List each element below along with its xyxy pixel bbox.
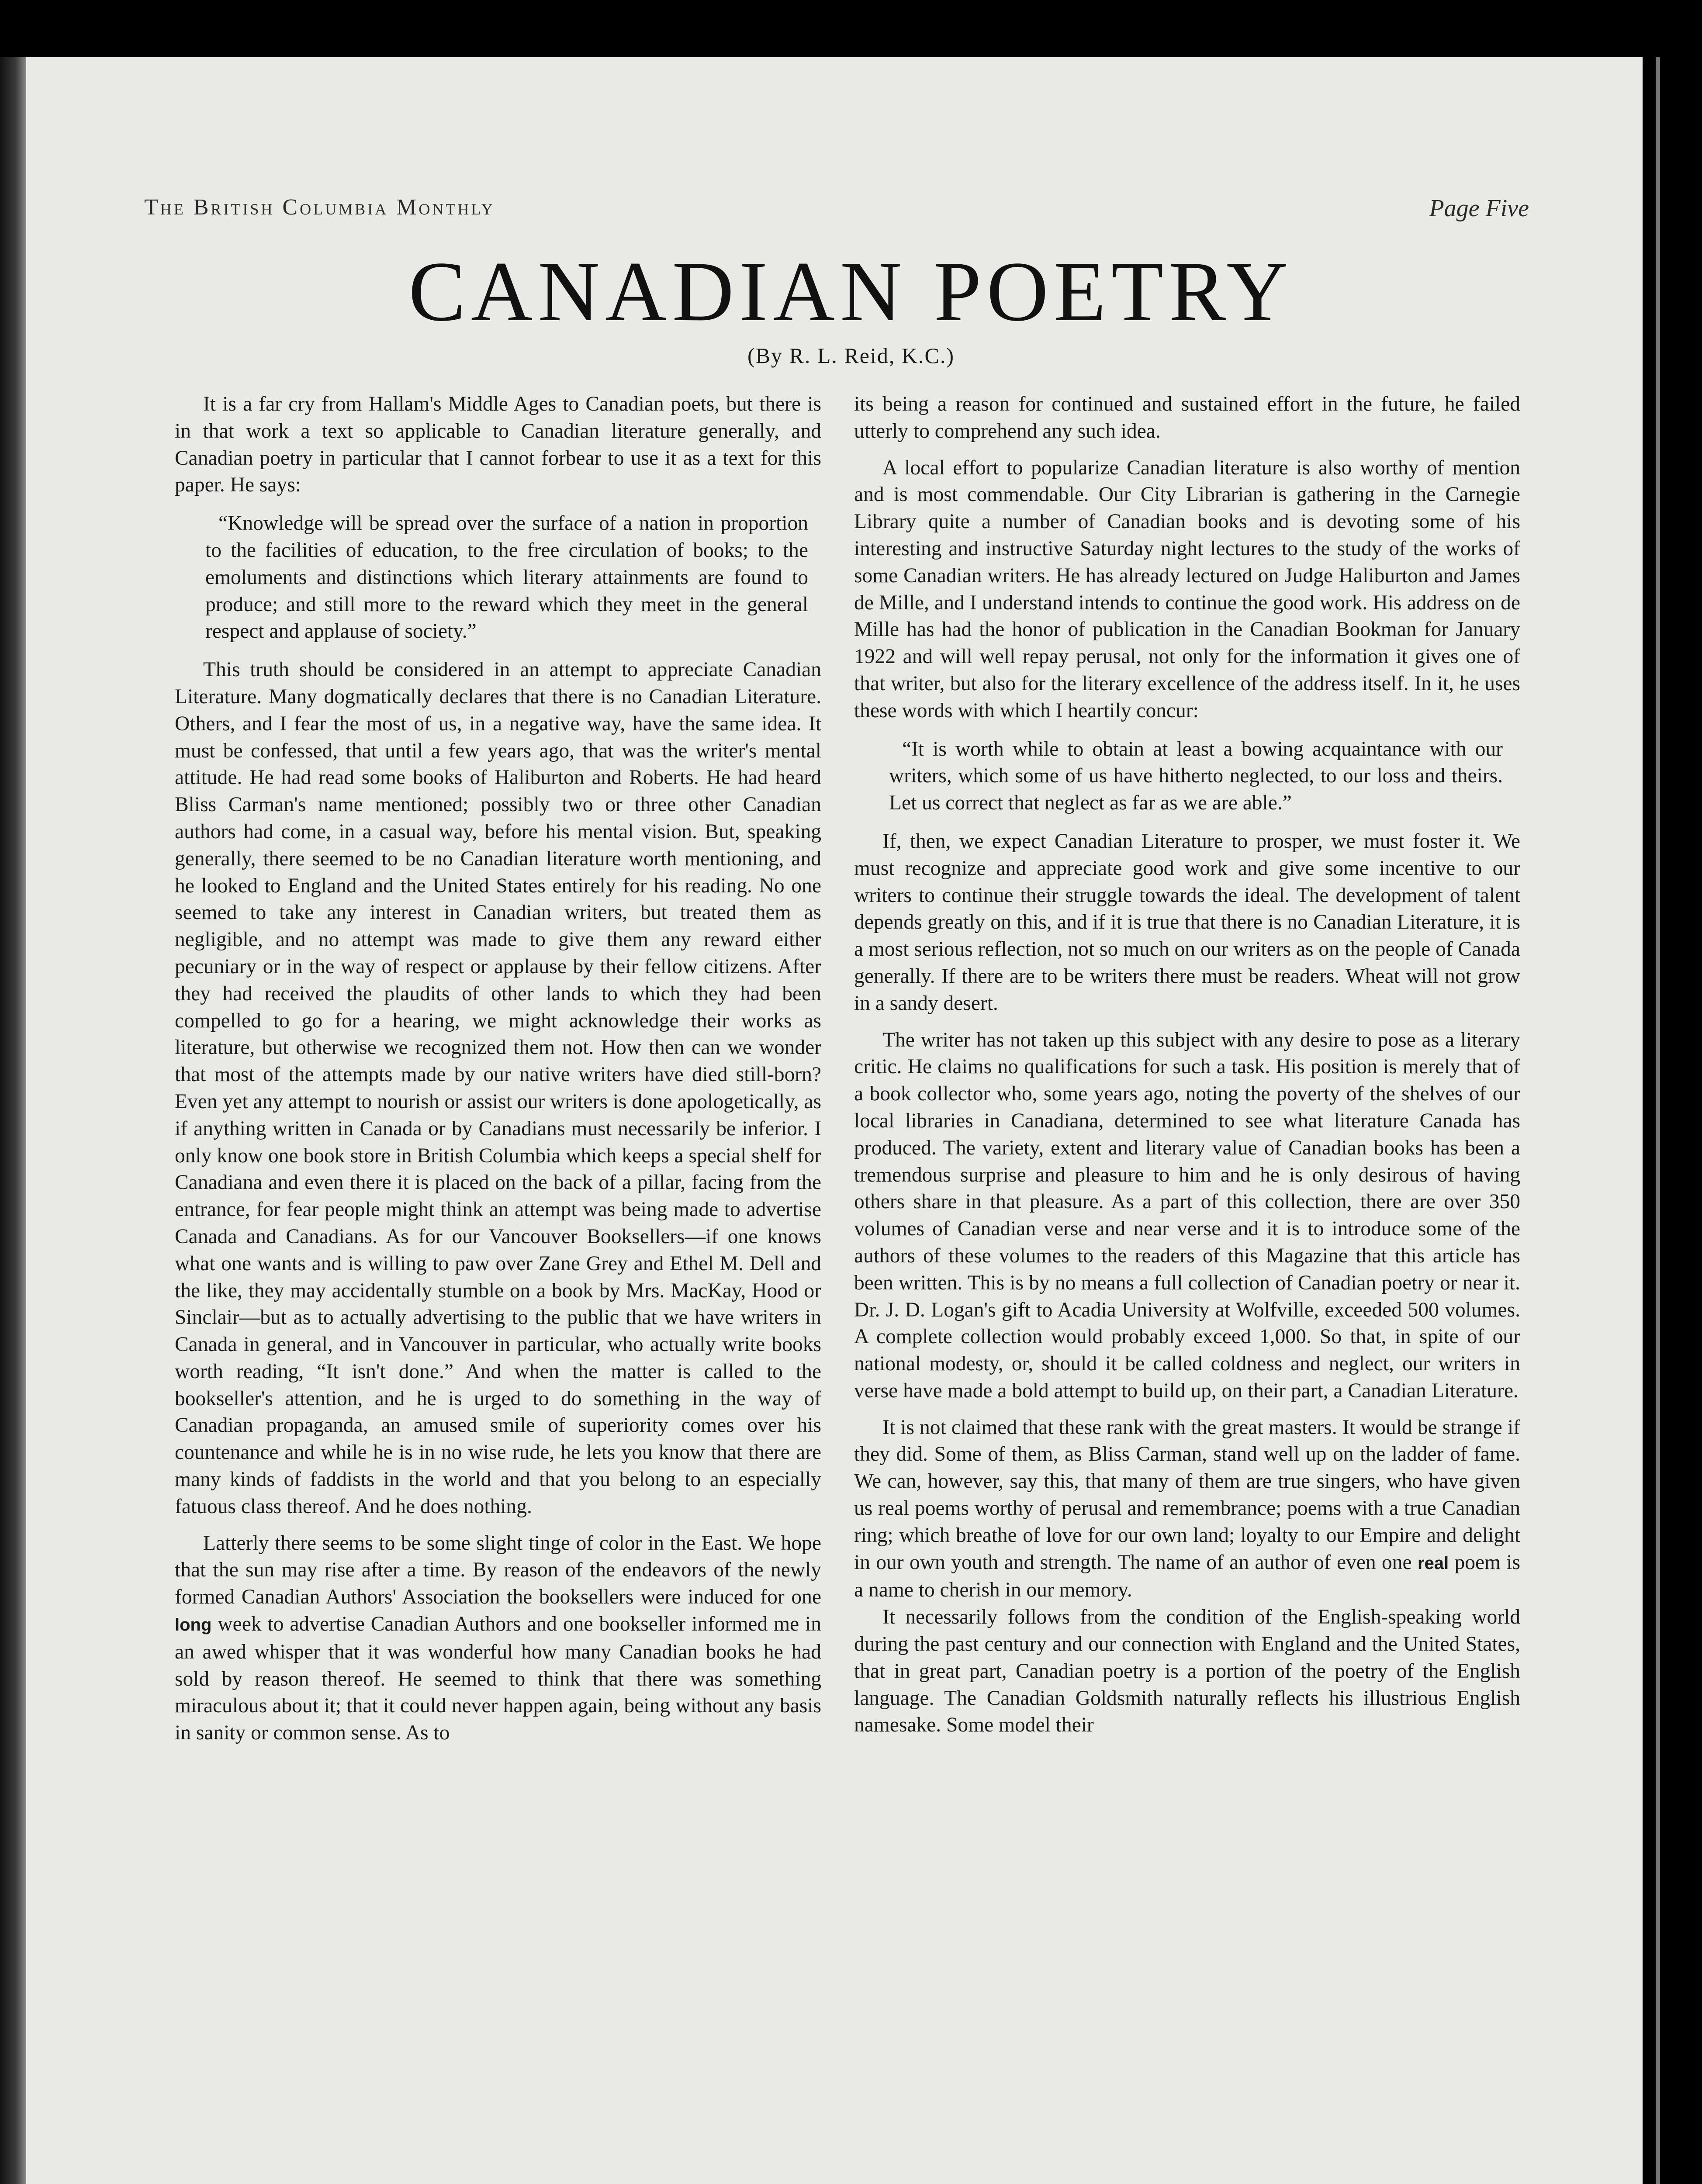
emphasis-text: real	[1417, 1553, 1449, 1573]
article-title: CANADIAN POETRY	[408, 244, 1294, 339]
paragraph: A local effort to popularize Canadian literature is also worthy of mention and is most commendable. Our City Librarian is gathering in the Carnegie Library quite a number of Canadian books and is devoting some of his interesting and instructive Saturday night lectures to the study of the works of some Canadian writers. He has already lectured on Judge Haliburton and James de Mille, and I understand intends to continue the good work. His address on de Mille has had the honor of publication in the Canadian Bookman for January 1922 and will well repay perusal, not only for the information it gives one of that writer, but also for the literary excellence of the address itself. In it, he uses these words with which I heartily concur:	[854, 456, 1520, 722]
block-quote: “Knowledge will be spread over the surface of a nation in proportion to the facilities of education, to the free circulation of books; to the emoluments and distinctions which literary attainments are found to produce; and still more to the reward which they meet in the general respect and applause of society.”	[205, 512, 808, 643]
paragraph-text: poem is a name to cherish in our memory.	[854, 1551, 1521, 1602]
paragraph: If, then, we expect Canadian Literature to prosper, we must foster it. We must recognize and appreciate good work and give some incentive to our writers to continue their struggle towards the ideal. The development of talent depends greatly on this, and if it is true that there is no Canadian Literature, it is a most serious reflection, not so much on our writers as on the people of Canada generally. If there are to be writers there must be readers. Wheat will not grow in a sandy desert.	[854, 829, 1520, 1015]
paragraph-text: It is not claimed that these rank with the great masters. It would be strange if they did. Some of them, as Bliss Carman, stand well up on the ladder of fame. We can, however, say this, that many of them are true singers, who have given us real poems worthy of perusal and remembrance; poems with a true Canadian ring; which breathe of love for our own land; loyalty to our Empire and delight in our own youth and strength. The name of an author of even one	[854, 1416, 1520, 1574]
left-column	[175, 391, 821, 1747]
paragraph	[175, 1530, 821, 1747]
paragraph-text: Latterly there seems to be some slight tinge of color in the East. We hope that the sun may rise after a time. By reason of the endeavors of the newly formed Canadian Authors' Association the booksellers were induced for one	[175, 1531, 821, 1609]
paragraph: It necessarily follows from the condition of the English-speaking world during the past century and our connection with England and the United States, that in great part, Canadian poetry is a portion of the poetry of the English language. The Canadian Goldsmith naturally reflects his illustrious English namesake. Some model their	[854, 1606, 1520, 1737]
emphasis-text: long	[175, 1615, 212, 1635]
paragraph: This truth should be considered in an attempt to appreciate Canadian Literature. Many dogmatically declares that there is no Canadian Literature. Others, and I fear the most of us, in a negative way, have the same idea. It must be confessed, that until a few years ago, that was the writer's mental attitude. He had read some books of Haliburton and Roberts. He had heard Bliss Carman's name mentioned; possibly two or three other Canadian authors had come, in a casual way, before his mental vision. But, speaking generally, there seemed to be no Canadian literature worth mentioning, and he looked to England and the United States entirely for his reading. No one seemed to take any interest in Canadian writers, but treated them as negligible, and no attempt was made to give them any reward either pecuniary or in the way of respect or applause by their fellow citizens. After they had received the plaudits of other lands to which they had been compelled to go for a hearing, we might acknowledge their works as literature, but otherwise we recognized them not. How then can we wonder that most of the attempts made by our native writers have died still-born? Even yet any attempt to nourish or assist our writers is done apologetically, as if anything written in Canada or by Canadians must necessarily be inferior. I only know one book store in British Columbia which keeps a special shelf for Canadiana and even there it is placed on the back of a pillar, facing from the entrance, for fear people might think an attempt was being made to advertise Canada and Canadians. As for our Vancouver Booksellers—if one knows what one wants and is willing to paw over Zane Grey and Ethel M. Dell and the like, they may accidentally stumble on a book by Mrs. MacKay, Hood or Sinclair—but as to actually advertising to the public that we have writers in Canada in general, and in Vancouver in particular, who actually write books worth reading, “It isn't done.” And when the matter is called to the bookseller's attention, and he is urged to do something in the way of Canadian propaganda, an amused smile of superiority comes over his countenance and while he is in no wise rude, he lets you know that there are many kinds of faddists in the world and that you belong to an especially fatuous class thereof. And he does nothing.	[175, 658, 821, 1518]
paragraph-text: week to advertise Canadian Authors and one bookseller informed me in an awed whisper that it was wonderful how many Canadian books he had sold by reason thereof. He seemed to think that there was something miraculous about it; that it could never happen again, being without any basis in sanity or common sense. As to	[175, 1613, 822, 1745]
paragraph: its being a reason for continued and sustained effort in the future, he failed utterly to comprehend any such idea.	[854, 393, 1520, 442]
paragraph	[854, 1414, 1520, 1604]
block-quote: “It is worth while to obtain at least a bowing acquaintance with our writers, which some of us have hitherto neglected, to our loss and theirs. Let us correct that neglect as far as we are able.”	[889, 737, 1503, 815]
page-number: Page Five	[1429, 195, 1529, 222]
publication-name: The British Columbia Monthly	[144, 195, 495, 220]
page-edge-rule	[1656, 57, 1660, 2184]
running-header	[144, 194, 1529, 229]
article-byline: (By R. L. Reid, K.C.)	[747, 343, 955, 368]
paragraph: The writer has not taken up this subject with any desire to pose as a literary critic. He claims no qualifications for such a task. His position is merely that of a book collector who, some years ago, noting the poverty of the shelves of our local libraries in Canadiana, determined to see what literature Canada has produced. The variety, extent and literary value of Canadian books has been a tremendous surprise and pleasure to him and he is only desirous of having others share in that pleasure. As a part of this collection, there are over 350 volumes of Canadian verse and near verse and it is to introduce some of the authors of these volumes to the readers of this Magazine that this article has been written. This is by no means a full collection of Canadian poetry or near it. Dr. J. D. Logan's gift to Acadia University at Wolfville, exceeded 500 volumes. A complete collection would probably exceed 1,000. So that, in spite of our national modesty, or, should it be called coldness and neglect, our writers in verse have made a bold attempt to build up, on their part, a Canadian Literature.	[854, 1028, 1520, 1402]
right-column	[854, 391, 1520, 1739]
binding-spine	[0, 57, 26, 2184]
paragraph: It is a far cry from Hallam's Middle Ages to Canadian poets, but there is in that work a text so applicable to Canadian literature generally, and Canadian poetry in particular that I cannot forbear to use it as a text for this paper. He says:	[175, 393, 821, 497]
